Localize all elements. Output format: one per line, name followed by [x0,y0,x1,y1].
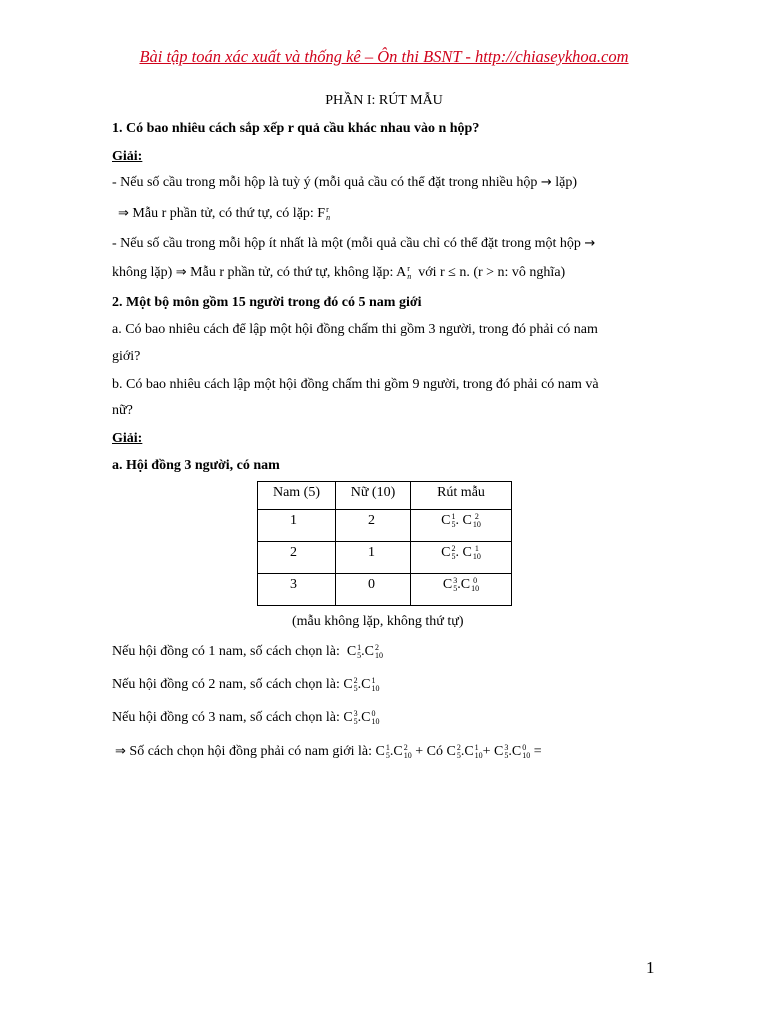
sub-heading-a: a. Hội đồng 3 người, có nam [112,458,280,473]
table-cell: 1 [368,545,375,560]
q1-line1: - Nếu số cầu trong mỗi hộp là tuỳ ý (mỗi quả cầu có thể đặt trong nhiều hộp → lặp) [112,175,578,190]
case-1: Nếu hội đồng có 1 nam, số cách chọn là: C 1 5 .C 2 10 [112,642,384,660]
q1-line2: ⇒ Mẫu r phần tử, có thứ tự, có lặp: F r n [118,204,331,222]
table-header-row [258,482,512,510]
q2-a-line2: giới? [112,349,141,364]
document-header: Bài tập toán xác xuất và thống kê – Ôn thi BSNT - http://chiaseykhoa.com [139,47,629,66]
table-cell: 0 [368,577,375,592]
right-arrow-icon: → [584,236,596,251]
case-2: Nếu hội đồng có 2 nam, số cách chọn là: C 2 5 .C 1 10 [112,675,380,693]
table-header-cell: Rút mẫu [437,485,485,500]
table-caption: (mẫu không lặp, không thứ tự) [292,614,464,629]
total-line: ⇒ Số cách chọn hội đồng phải có nam giới là: C 1 5 .C 2 10 + Có C 2 5 .C 1 10 + C 3 5 .C 0 10 = [115,742,542,760]
case-3: Nếu hội đồng có 3 nam, số cách chọn là: C 3 5 .C 0 10 [112,708,380,726]
table-cell: 2 [290,545,297,560]
part-title: PHẦN I: RÚT MẪU [325,93,443,108]
table-cell: 3 [290,577,297,592]
solution-label-2: Giải: [112,431,143,446]
q1-line4: không lặp) ⇒ Mẫu r phần tử, có thứ tự, không lặp: A r n với r ≤ n. (r > n: vô nghĩa) [112,263,566,281]
question-2: 2. Một bộ môn gồm 15 người trong đó có 5 nam giới [112,295,422,310]
page-number: 1 [646,958,655,977]
implies-arrow-icon: ⇒ [115,744,126,759]
q2-a-line1: a. Có bao nhiêu cách để lập một hội đồng chấm thi gồm 3 người, trong đó phải có nam [112,322,598,337]
table-header-cell: Nữ (10) [350,485,396,500]
formula-cell: C 1 5 . C 2 10 [441,512,481,529]
q2-b-line1: b. Có bao nhiêu cách lập một hội đồng chấm thi gồm 9 người, trong đó phải có nam và [112,377,599,392]
q1-line3: - Nếu số cầu trong mỗi hộp ít nhất là một (mỗi quả cầu chỉ có thể đặt trong một hộp → [112,236,596,251]
table-row [258,510,512,542]
right-arrow-icon: → [540,175,552,190]
q2-b-line2: nữ? [112,403,133,418]
table-cell: 1 [290,513,297,528]
table-header-cell: Nam (5) [272,485,321,500]
solution-label-1: Giải: [112,149,143,164]
question-1: 1. Có bao nhiêu cách sắp xếp r quả cầu khác nhau vào n hộp? [112,121,480,136]
table-row [258,574,512,606]
implies-arrow-icon: ⇒ [118,206,129,221]
table-row [258,542,512,574]
table-cell: 2 [368,513,375,528]
formula-cell: C 3 5 .C 0 10 [442,576,480,593]
formula-cell: C 2 5 . C 1 10 [441,544,481,561]
implies-arrow-icon: ⇒ [175,265,187,280]
sampling-table [257,481,512,606]
